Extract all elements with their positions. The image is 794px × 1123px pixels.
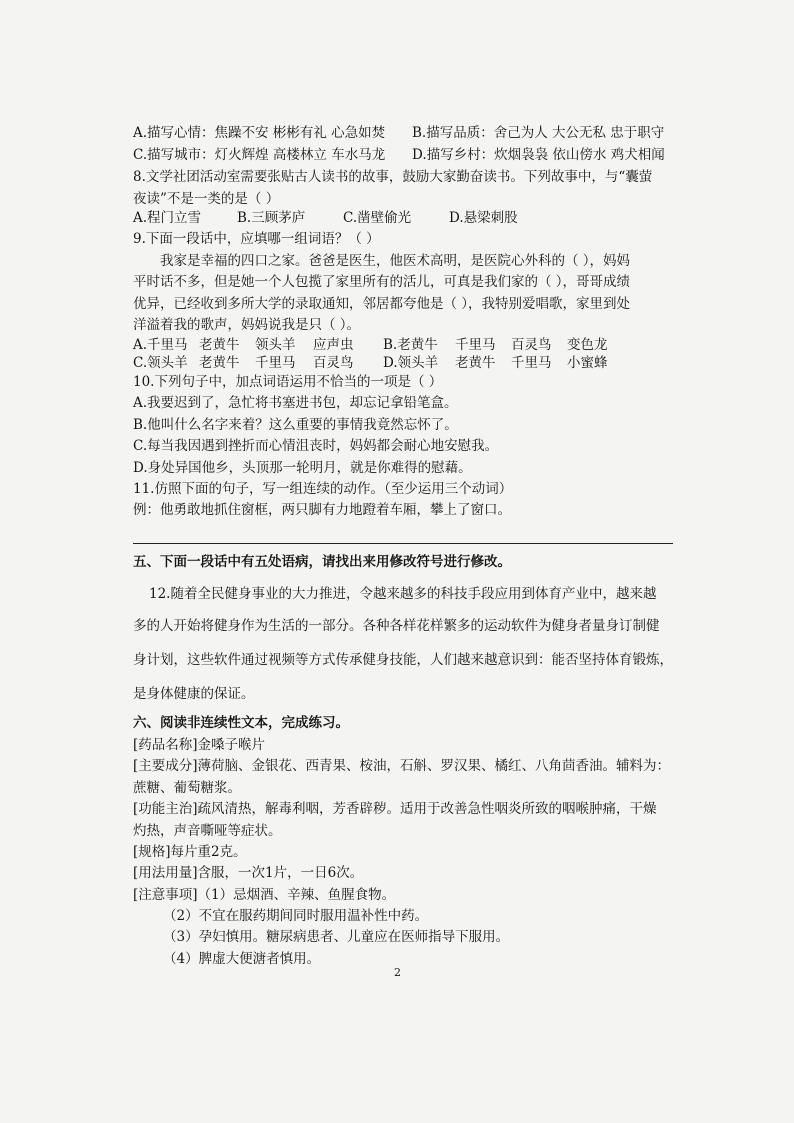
- medicine-function-cont: 灼热，声音嘶哑等症状。: [133, 823, 282, 839]
- q8-stem-line1: 8.文学社团活动室需要张贴古人读书的故事，鼓励大家勤奋读书。下列故事中，与“囊萤: [133, 169, 653, 185]
- q9-option-word: 变色龙: [567, 337, 608, 353]
- medicine-note: （3）孕妇慎用。糖尿病患者、儿童应在医师指导下服用。: [163, 929, 510, 945]
- q9-option-word: 千里马: [511, 355, 552, 371]
- q9-option-word: 老黄牛: [455, 355, 496, 371]
- q8-option: B.三顾茅庐: [237, 210, 306, 226]
- q10-option-d: D.身处异国他乡，头顶那一轮明月，就是你难得的慰藉。: [133, 460, 472, 476]
- medicine-name: [药品名称]金嗓子喉片: [133, 737, 266, 753]
- medicine-usage: [用法用量]含服，一次1片，一日6次。: [133, 865, 364, 881]
- q9-option-word: C.领头羊: [133, 355, 188, 371]
- q10-option-a: A.我要迟到了，急忙将书塞进书包，却忘记拿铅笔盒。: [133, 395, 458, 411]
- q9-option-word: 百灵鸟: [313, 355, 354, 371]
- section5-passage-line: 身计划，这些软件通过视频等方式传承健身技能，人们越来越意识到：能否坚持体育锻炼，: [133, 652, 673, 668]
- q9-option-word: B.老黄牛: [383, 337, 438, 353]
- medicine-note: [注意事项]（1）忌烟酒、辛辣、鱼腥食物。: [133, 887, 396, 903]
- q11-stem: 11.仿照下面的句子，写一组连续的动作。（至少运用三个动词）: [133, 481, 513, 497]
- q11-example: 例：他勇敢地抓住窗框，两只脚有力地蹬着车厢，攀上了窗口。: [133, 502, 511, 518]
- q9-option-word: 千里马: [455, 337, 496, 353]
- medicine-function: [功能主治]疏风清热，解毒利咽，芳香辟秽。适用于改善急性咽炎所致的咽喉肿痛，干燥: [133, 801, 657, 817]
- section5-passage-line: 是身体健康的保证。: [133, 686, 255, 702]
- medicine-ingredients: [主要成分]薄荷脑、金银花、西青果、桉油，石斛、罗汉果、橘红、八角茴香油。辅料为：: [133, 758, 671, 774]
- section6-title: 六、阅读非连续性文本，完成练习。: [133, 715, 349, 731]
- medicine-note: （4）脾虚大便溏者慎用。: [163, 951, 321, 967]
- section-divider: [133, 543, 673, 544]
- q10-stem: 10.下列句子中，加点词语运用不恰当的一项是（ ）: [133, 374, 443, 390]
- q9-passage-line: 洋溢着我的歌声，妈妈说我是只（ ）。: [133, 317, 361, 333]
- q9-passage-line: 平时话不多，但是她一个人包揽了家里所有的活儿，可真是我们家的（ ），哥哥成绩: [133, 274, 631, 290]
- q8-option-d: D.描写乡村：炊烟袅袅 依山傍水 鸡犬相闻: [412, 147, 665, 163]
- q9-option-word: 百灵鸟: [511, 337, 552, 353]
- q8-option: C.凿壁偷光: [343, 210, 412, 226]
- q10-option-b: B.他叫什么名字来着？这么重要的事情我竟然忘怀了。: [133, 417, 458, 433]
- page-number: 2: [394, 966, 401, 979]
- q8-option: D.悬梁刺股: [449, 210, 518, 226]
- q8-option-c: C.描写城市：灯火辉煌 高楼林立 车水马龙: [133, 147, 386, 163]
- medicine-ingredients-cont: 蔗糖、葡萄糖浆。: [133, 780, 241, 796]
- section5-passage-line: 多的人开始将健身作为生活的一部分。各种各样花样繁多的运动软件为健身者量身订制健: [133, 618, 660, 634]
- q9-passage-line: 优异，已经收到多所大学的录取通知，邻居都夸他是（ ），我特别爱唱歌，家里到处: [133, 296, 631, 312]
- medicine-spec: [规格]每片重2克。: [133, 844, 247, 860]
- medicine-note: （2）不宜在服药期间同时服用温补性中药。: [163, 908, 429, 924]
- q9-option-word: 千里马: [255, 355, 296, 371]
- q9-option-word: 老黄牛: [199, 355, 240, 371]
- q9-option-word: 应声虫: [313, 337, 354, 353]
- q8-option-a: A.描写心情：焦躁不安 彬彬有礼 心急如焚: [133, 125, 386, 141]
- section5-passage-line: 12.随着全民健身事业的大力推进，令越来越多的科技手段应用到体育产业中，越来越: [149, 586, 657, 602]
- q9-option-word: D.领头羊: [383, 355, 439, 371]
- q9-option-word: 小蜜蜂: [567, 355, 608, 371]
- q9-stem: 9.下面一段话中，应填哪一组词语？（ ）: [133, 231, 380, 247]
- q9-option-word: 老黄牛: [199, 337, 240, 353]
- q9-option-word: A.千里马: [133, 337, 188, 353]
- q8-option: A.程门立雪: [133, 210, 202, 226]
- q8-option-b: B.描写品质：舍己为人 大公无私 忠于职守: [412, 125, 665, 141]
- q8-stem-line2: 夜读”不是一类的是（ ）: [133, 191, 280, 207]
- q10-option-c: C.每当我因遇到挫折而心情沮丧时，妈妈都会耐心地安慰我。: [133, 438, 499, 454]
- q9-passage-line: 我家是幸福的四口之家。爸爸是医生，他医术高明，是医院心外科的（ ），妈妈: [160, 253, 631, 269]
- section5-title: 五、下面一段话中有五处语病，请找出来用修改符号进行修改。: [133, 554, 511, 570]
- q9-option-word: 领头羊: [255, 337, 296, 353]
